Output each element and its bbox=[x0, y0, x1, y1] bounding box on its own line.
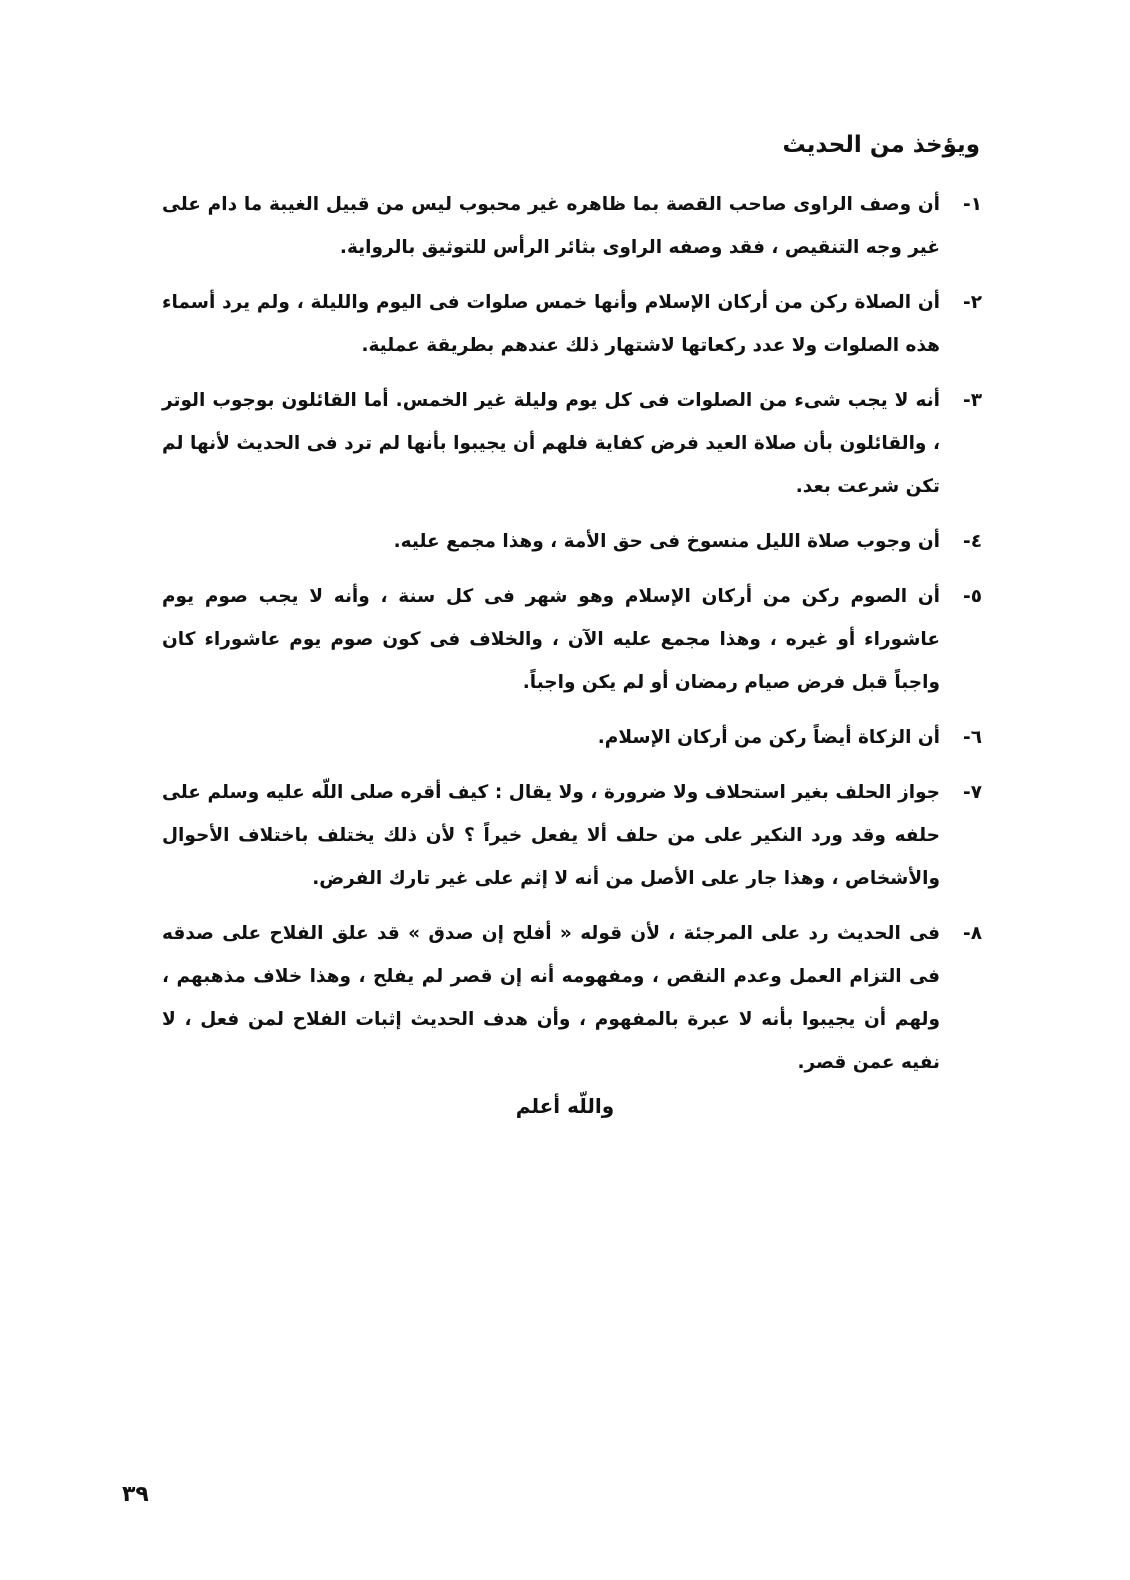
list-item bbox=[162, 771, 982, 900]
item-text: أن الصوم ركن من أركان الإسلام وهو شهر فى كل سنة ، وأنه لا يجب صوم يوم عاشوراء أو غيره ، وهذا مجمع عليه الآن ، والخلاف فى كون صوم يوم عاشوراء كان واجباً قبل فرض صيام رمضان أو لم يكن واجباً. bbox=[162, 586, 940, 693]
item-text: أن وصف الراوى صاحب القصة بما ظاهره غير محبوب ليس من قبيل الغيبة ما دام على غير وجه التنقيص ، فقد وصفه الراوى بثائر الرأس للتوثيق بالرواية. bbox=[162, 194, 940, 258]
item-text: أن الصلاة ركن من أركان الإسلام وأنها خمس صلوات فى اليوم والليلة ، ولم يرد أسماء هذه الصلوات ولا عدد ركعاتها لاشتهار ذلك عندهم بطريقة عملية. bbox=[162, 292, 940, 356]
item-text: أنه لا يجب شىء من الصلوات فى كل يوم وليلة غير الخمس. أما القائلون بوجوب الوتر ، والقائلون بأن صلاة العيد فرض كفاية فلهم أن يجيبوا بأنها لم ترد فى الحديث لأنها لم تكن شرعت بعد. bbox=[162, 390, 940, 497]
item-number: ١- bbox=[963, 194, 982, 215]
item-number: ٣- bbox=[963, 390, 982, 411]
list-item bbox=[162, 379, 982, 508]
points-list bbox=[162, 183, 982, 1096]
item-number: ٤- bbox=[963, 531, 982, 552]
item-text: جواز الحلف بغير استحلاف ولا ضرورة ، ولا يقال : كيف أقره صلى اللّه عليه وسلم على حلفه وقد ورد النكير على من حلف ألا يفعل خيراً ؟ لأن ذلك يختلف باختلاف الأحوال والأشخاص ، وهذا جار على الأصل من أنه لا إثم على غير تارك الفرض. bbox=[162, 782, 940, 889]
list-item bbox=[162, 520, 982, 563]
list-item bbox=[162, 281, 982, 367]
section-heading: ويؤخذ من الحديث bbox=[782, 132, 980, 158]
item-text: أن وجوب صلاة الليل منسوخ فى حق الأمة ، وهذا مجمع عليه. bbox=[393, 531, 940, 552]
list-item bbox=[162, 183, 982, 269]
closing-phrase: واللّه أعلم bbox=[515, 1094, 615, 1118]
item-number: ٧- bbox=[963, 782, 982, 803]
item-text: أن الزكاة أيضاً ركن من أركان الإسلام. bbox=[597, 727, 940, 748]
list-item bbox=[162, 912, 982, 1084]
item-text: فى الحديث رد على المرجئة ، لأن قوله « أفلح إن صدق » قد علق الفلاح على صدقه فى التزام العمل وعدم النقص ، ومفهومه أنه إن قصر لم يفلح ، وهذا خلاف مذهبهم ، ولهم أن يجيبوا بأنه لا عبرة بالمفهوم ، وأن هدف الحديث إثبات الفلاح لمن فعل ، لا نفيه عمن قصر. bbox=[162, 923, 940, 1073]
item-number: ٥- bbox=[963, 586, 982, 607]
item-number: ٨- bbox=[963, 923, 982, 944]
item-number: ٦- bbox=[963, 727, 982, 748]
page-number: ٣٩ bbox=[122, 1482, 149, 1507]
list-item bbox=[162, 575, 982, 704]
list-item bbox=[162, 716, 982, 759]
item-number: ٢- bbox=[963, 292, 982, 313]
